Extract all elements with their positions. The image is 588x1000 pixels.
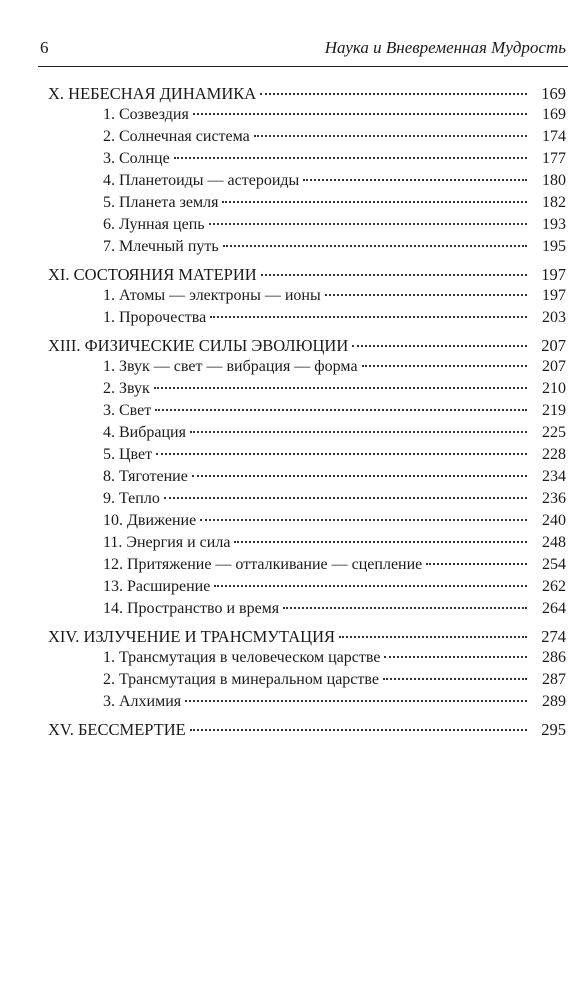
toc-entry-title: 10. Движение [103, 512, 197, 529]
toc-entry-title: 9. Тепло [103, 490, 160, 507]
toc-entry-title: 1. Звук — свет — вибрация — форма [103, 358, 358, 375]
toc-entry [0, 106, 588, 128]
toc-entry [0, 150, 588, 172]
toc-entry-page-number: 193 [542, 216, 566, 233]
toc-chapter-title: XI. СОСТОЯНИЯ МАТЕРИИ [48, 265, 257, 284]
toc-entry-title: 14. Пространство и время [103, 600, 280, 617]
toc-entry-page-number: 287 [542, 671, 566, 688]
page-number: 6 [40, 38, 49, 57]
toc-chapter-page-number: 197 [541, 265, 566, 284]
dot-leader [209, 223, 527, 225]
toc-entry-page-number: 197 [542, 287, 566, 304]
toc-chapter-title: XV. БЕССМЕРТИЕ [48, 720, 186, 739]
toc-entry-page-number: 234 [542, 468, 566, 485]
toc-entry-title: 11. Энергия и сила [103, 534, 231, 551]
dot-leader [200, 519, 527, 521]
dot-leader [254, 135, 527, 137]
dot-leader [384, 656, 527, 658]
toc-entry-title: 3. Солнце [103, 150, 170, 167]
toc-entry [0, 287, 588, 309]
toc-entry-page-number: 203 [542, 309, 566, 326]
toc-entry-title: 3. Свет [103, 402, 152, 419]
toc-chapter-title: XIV. ИЗЛУЧЕНИЕ И ТРАНСМУТАЦИЯ [48, 627, 336, 646]
toc-entry [0, 128, 588, 150]
toc-chapter [0, 627, 588, 649]
toc-entry-title: 1. Трансмутация в человеческом царстве [103, 649, 381, 666]
toc-entry-title: 8. Тяготение [103, 468, 188, 485]
dot-leader [174, 157, 527, 159]
toc-entry-title: 2. Звук [103, 380, 150, 397]
dot-leader [325, 294, 527, 296]
toc-entry-page-number: 180 [542, 172, 566, 189]
dot-leader [156, 453, 527, 455]
page-header [40, 38, 566, 66]
toc-entry-page-number: 219 [542, 402, 566, 419]
toc-section [0, 84, 588, 260]
table-of-contents [0, 84, 588, 747]
toc-entry-page-number: 286 [542, 649, 566, 666]
dot-leader [192, 475, 527, 477]
toc-entry-title: 5. Цвет [103, 446, 153, 463]
toc-entry-page-number: 210 [542, 380, 566, 397]
toc-entry-title: 1. Созвездия [103, 106, 189, 123]
toc-section [0, 720, 588, 742]
dot-leader [283, 607, 527, 609]
toc-entry [0, 238, 588, 260]
toc-entry-page-number: 228 [542, 446, 566, 463]
toc-entry-page-number: 236 [542, 490, 566, 507]
toc-entry [0, 309, 588, 331]
toc-chapter-page-number: 274 [541, 627, 566, 646]
dot-leader [261, 274, 527, 276]
toc-entry [0, 649, 588, 671]
toc-section [0, 336, 588, 622]
toc-entry-page-number: 289 [542, 693, 566, 710]
toc-entry [0, 358, 588, 380]
toc-entry-title: 1. Атомы — электроны — ионы [103, 287, 321, 304]
dot-leader [193, 113, 527, 115]
dot-leader [210, 316, 527, 318]
dot-leader [164, 497, 527, 499]
toc-entry [0, 578, 588, 600]
dot-leader [214, 585, 527, 587]
toc-chapter-page-number: 295 [541, 720, 566, 739]
toc-entry-title: 13. Расширение [103, 578, 211, 595]
toc-entry-title: 2. Солнечная система [103, 128, 250, 145]
toc-entry-page-number: 254 [542, 556, 566, 573]
toc-entry [0, 600, 588, 622]
toc-entry-title: 4. Планетоиды — астероиды [103, 172, 300, 189]
toc-entry [0, 534, 588, 556]
toc-section [0, 265, 588, 331]
dot-leader [352, 345, 527, 347]
toc-chapter [0, 265, 588, 287]
toc-entry-page-number: 264 [542, 600, 566, 617]
dot-leader [260, 93, 527, 95]
dot-leader [185, 700, 527, 702]
toc-entry-page-number: 169 [542, 106, 566, 123]
toc-entry-page-number: 195 [542, 238, 566, 255]
running-title: Наука и Вневременная Мудрость [324, 38, 566, 57]
toc-chapter-title: X. НЕБЕСНАЯ ДИНАМИКА [48, 84, 257, 103]
dot-leader [154, 387, 527, 389]
toc-entry [0, 556, 588, 578]
header-rule [38, 66, 568, 67]
toc-entry-page-number: 262 [542, 578, 566, 595]
toc-entry-title: 12. Притяжение — отталкивание — сцепление [103, 556, 423, 573]
toc-entry-title: 7. Млечный путь [103, 238, 219, 255]
toc-entry-page-number: 240 [542, 512, 566, 529]
toc-chapter [0, 336, 588, 358]
toc-chapter-page-number: 169 [541, 84, 566, 103]
toc-entry [0, 693, 588, 715]
toc-entry-page-number: 177 [542, 150, 566, 167]
toc-chapter [0, 720, 588, 742]
dot-leader [234, 541, 527, 543]
toc-entry-title: 3. Алхимия [103, 693, 182, 710]
toc-chapter-title: XIII. ФИЗИЧЕСКИЕ СИЛЫ ЭВОЛЮЦИИ [48, 336, 349, 355]
dot-leader [190, 431, 527, 433]
dot-leader [223, 245, 527, 247]
toc-entry-page-number: 182 [542, 194, 566, 211]
dot-leader [426, 563, 527, 565]
toc-entry-page-number: 207 [542, 358, 566, 375]
toc-entry [0, 424, 588, 446]
toc-entry [0, 216, 588, 238]
toc-entry [0, 671, 588, 693]
toc-section [0, 627, 588, 715]
toc-entry [0, 194, 588, 216]
toc-entry-title: 5. Планета земля [103, 194, 219, 211]
toc-entry-title: 6. Лунная цепь [103, 216, 205, 233]
toc-entry [0, 402, 588, 424]
toc-entry-page-number: 225 [542, 424, 566, 441]
dot-leader [190, 729, 527, 731]
dot-leader [383, 678, 527, 680]
dot-leader [339, 636, 527, 638]
toc-chapter-page-number: 207 [541, 336, 566, 355]
toc-entry [0, 468, 588, 490]
dot-leader [362, 365, 527, 367]
toc-entry-title: 4. Вибрация [103, 424, 186, 441]
toc-chapter [0, 84, 588, 106]
toc-entry [0, 446, 588, 468]
dot-leader [303, 179, 527, 181]
dot-leader [222, 201, 527, 203]
toc-entry-title: 1. Пророчества [103, 309, 207, 326]
toc-entry-title: 2. Трансмутация в минеральном царстве [103, 671, 379, 688]
toc-entry [0, 490, 588, 512]
toc-entry-page-number: 248 [542, 534, 566, 551]
toc-entry [0, 380, 588, 402]
dot-leader [155, 409, 527, 411]
toc-entry [0, 512, 588, 534]
toc-entry [0, 172, 588, 194]
toc-entry-page-number: 174 [542, 128, 566, 145]
